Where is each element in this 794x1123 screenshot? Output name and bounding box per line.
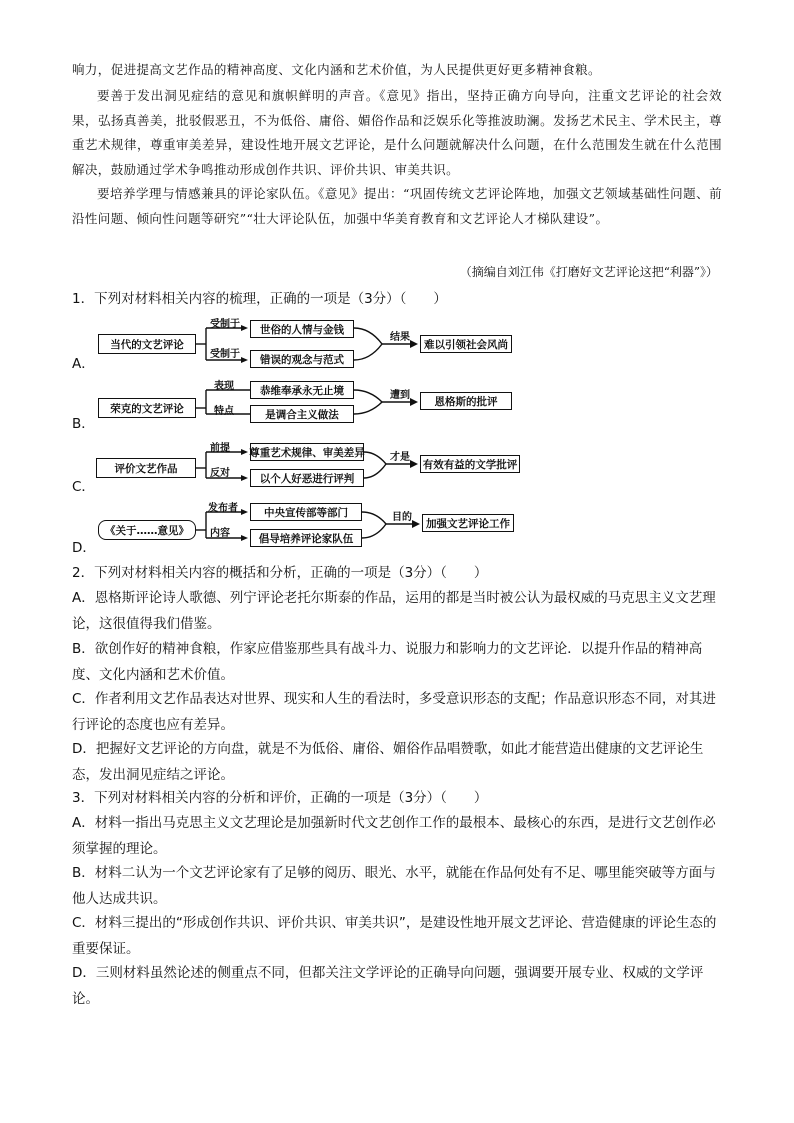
relation-label: 反对 — [210, 468, 230, 479]
q1-option-d-diagram — [92, 498, 532, 554]
q1-option-c-diagram — [92, 438, 532, 494]
main-node: 《关于……意见》 — [98, 520, 196, 540]
q2-option-a[interactable]: A．恩格斯评论诗人歌德、列宁评论老托尔斯泰的作品，运用的都是当时被公认为最权威的马克思主义文艺理论，这很值得我们借鉴。 — [72, 590, 716, 632]
relation-label: 目的 — [392, 512, 412, 523]
main-node: 评价文艺作品 — [96, 458, 196, 478]
q2-option-b[interactable]: B．欲创作好的精神食粮，作家应借鉴那些具有战斗力、说服力和影响力的文艺评论．以提升作品的精神高度、文化内涵和艺术价值。 — [72, 641, 703, 683]
result-node: 恩格斯的批评 — [420, 392, 512, 410]
q1-option-d-label[interactable]: D． — [72, 540, 96, 556]
q2-option-c[interactable]: C．作者利用文艺作品表达对世界、现实和人生的看法时，多受意识形态的支配；作品意识形态不同，对其进行评论的态度也应有差异。 — [72, 691, 716, 733]
relation-label: 遭到 — [390, 390, 410, 401]
question-1-stem: 1．下列对材料相关内容的梳理，正确的一项是（3分）（ ） — [72, 291, 447, 307]
relation-label: 内容 — [210, 528, 230, 539]
main-node: 荣克的文艺评论 — [98, 398, 196, 418]
branch-node: 尊重艺术规律、审美差异 — [250, 443, 364, 461]
question-2-stem: 2．下列对材料相关内容的概括和分析，正确的一项是（3分）（ ） — [72, 565, 488, 581]
relation-label: 发布者 — [208, 503, 238, 514]
relation-label: 特点 — [214, 406, 234, 417]
q1-option-a-label[interactable]: A． — [72, 356, 95, 372]
q3-option-a[interactable]: A．材料一指出马克思主义文艺理论是加强新时代文艺创作工作的最根本、最核心的东西，是进行文艺创作必须掌握的理论。 — [72, 815, 716, 857]
q1-option-b-diagram — [92, 378, 532, 434]
passage-source: （摘编自刘江伟《打磨好文艺评论这把“利器”》） — [459, 265, 718, 279]
relation-label: 才是 — [390, 452, 410, 463]
q1-option-a-diagram — [92, 318, 532, 374]
q1-option-b-label[interactable]: B． — [72, 416, 95, 432]
passage-paragraph: 要善于发出洞见症结的意见和旗帜鲜明的声音。《意见》指出，坚持正确方向导向，注重文艺评论的社会效果，弘扬真善美，批驳假恶丑，不为低俗、庸俗、媚俗作品和泛娱乐化等推波助澜。发扬艺术民主、学术民主，尊重艺术规律，尊重审美差异，建设性地开展文艺评论，是什么问题就解决什么问题，在什么范围发生就在什么范围解决，鼓励通过学术争鸣推动形成创作共识、评价共识、审美共识。 — [72, 88, 722, 177]
passage-paragraph: 要培养学理与情感兼具的评论家队伍。《意见》提出：“巩固传统文艺评论阵地，加强文艺领域基础性问题、前沿性问题、倾向性问题等研究”“壮大评论队伍，加强中华美育教育和文艺评论人才梯队建设”。 — [72, 186, 722, 226]
branch-node: 错误的观念与范式 — [250, 350, 354, 368]
relation-label: 结果 — [390, 332, 410, 343]
relation-label: 表现 — [214, 381, 234, 392]
main-node: 当代的文艺评论 — [98, 334, 196, 354]
relation-label: 受制于 — [210, 319, 240, 330]
relation-label: 前提 — [210, 443, 230, 454]
result-node: 难以引领社会风尚 — [420, 335, 512, 353]
branch-node: 中央宣传部等部门 — [250, 503, 362, 521]
q3-option-b[interactable]: B．材料二认为一个文艺评论家有了足够的阅历、眼光、水平，就能在作品何处有不足、哪里能突破等方面与他人达成共识。 — [72, 865, 716, 907]
result-node: 有效有益的文学批评 — [420, 455, 520, 473]
branch-node: 恭维奉承永无止境 — [250, 381, 354, 399]
relation-label: 受制于 — [210, 349, 240, 360]
question-3-stem: 3．下列对材料相关内容的分析和评价，正确的一项是（3分）（ ） — [72, 790, 488, 806]
q1-option-c-label[interactable]: C． — [72, 479, 95, 495]
q2-option-d[interactable]: D．把握好文艺评论的方向盘，就是不为低俗、庸俗、媚俗作品唱赞歌，如此才能营造出健康的文艺评论生态，发出洞见症结之评论。 — [72, 741, 704, 783]
q3-option-d[interactable]: D．三则材料虽然论述的侧重点不同，但都关注文学评论的正确导向问题，强调要开展专业、权威的文学评论。 — [72, 965, 704, 1007]
branch-node: 是调合主义做法 — [250, 405, 354, 423]
q3-option-c[interactable]: C．材料三提出的“形成创作共识、评价共识、审美共识”，是建设性地开展文艺评论、营造健康的评论生态的重要保证。 — [72, 915, 717, 957]
branch-node: 倡导培养评论家队伍 — [250, 529, 362, 547]
branch-node: 以个人好恶进行评判 — [250, 469, 364, 487]
result-node: 加强文艺评论工作 — [422, 514, 514, 532]
passage-line: 响力，促进提高文艺作品的精神高度、文化内涵和艺术价值，为人民提供更好更多精神食粮。 — [72, 62, 601, 77]
branch-node: 世俗的人情与金钱 — [250, 320, 354, 338]
